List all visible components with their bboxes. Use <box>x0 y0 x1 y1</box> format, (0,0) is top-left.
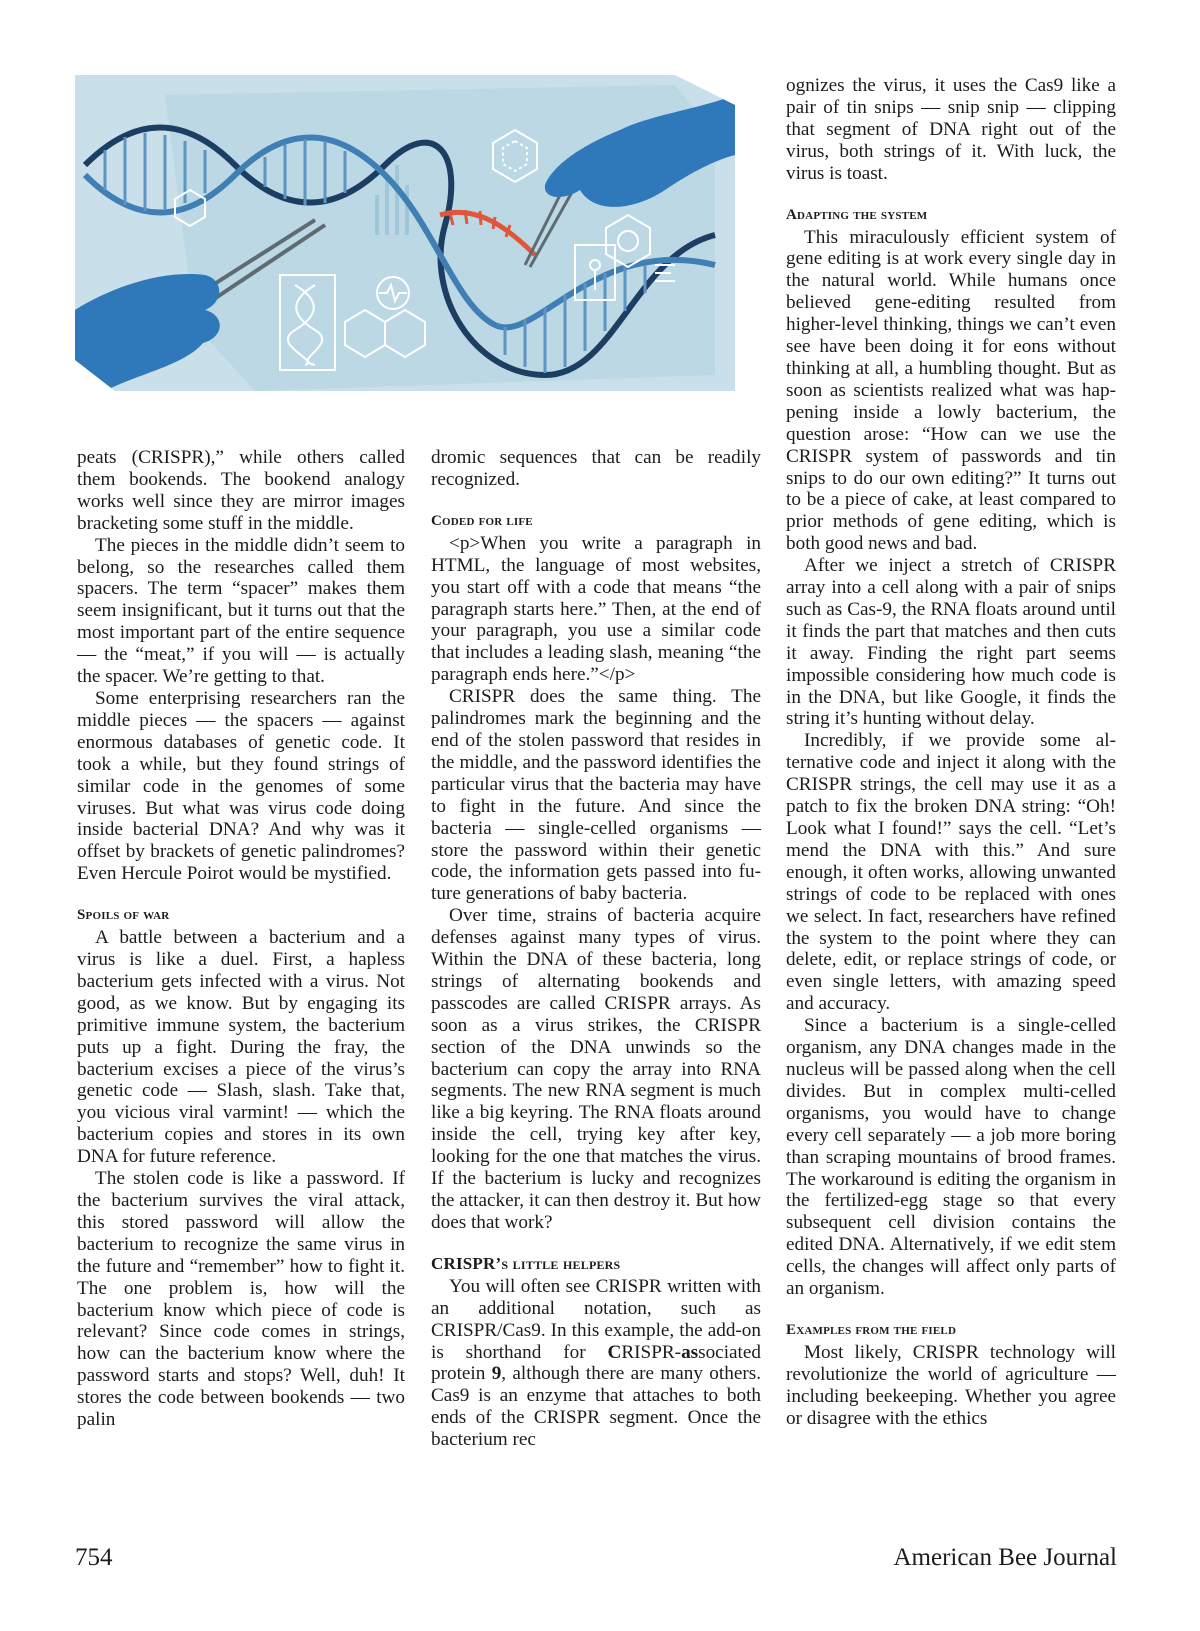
text-run: , although there are many others. Cas9 is an enzyme that attaches to both ends of the CRISPR segment. Once the bacterium rec <box>431 1363 761 1451</box>
text-column-2 <box>431 447 761 1451</box>
text-run: RISPR- <box>621 1341 682 1363</box>
section-heading-crispr-little-helpers: CRISPR’s little helpers <box>431 1253 621 1273</box>
paragraph: Incredibly, if we provide some alternative code and inject it along with the CRISPR strings, the cell may use it as a patch to fix the broken DNA string: “Oh! Look what I found!” says the cell. “Let’s mend the DNA with this.” And sure enough, it often works, allowing unwanted strings of code to be replaced with ones we select. In fact, researchers have refined the system to the point where they can delete, edit, or replace strings of code, or even single letters, with amazing speed and accuracy. <box>786 730 1116 1015</box>
paragraph: peats (CRISPR),” while others called them bookends. The bookend analogy works well since they are mirror images bracketing some stuff in the middle. <box>77 447 405 534</box>
paragraph: After we inject a stretch of CRISPR array into a cell along with a pair of snips such as Cas-9, the RNA floats around until it finds the part that matches and then cuts it away. Finding the right part seems impossible considering how much code is in the DNA, but like Google, it finds the string it’s hunting without delay. <box>786 555 1116 730</box>
paragraph: CRISPR does the same thing. The palindromes mark the beginning and the end of the stolen password that resides in the middle, and the password identifies the particular virus that the bacteria may have to fight in the future. And since the bacteria — single-celled organisms — store the password within their genetic code, the information gets passed into future generations of baby bacteria. <box>431 686 761 905</box>
bold-letter: 9 <box>491 1363 502 1385</box>
paragraph: This miraculously efficient system of gene editing is at work every single day in the natural world. While humans once believed gene-editing resulted from higher-level thinking, things we can’t even see have been doing it for eons without thinking at all, a humbling thought. But as soon as scientists realized what was happening inside a lowly bacterium, the question arose: “How can we use the CRISPR system of passwords and tin snips to do our own editing?” It turns out to be a piece of cake, at least compared to prior methods of gene editing, which is both good news and bad. <box>786 226 1116 555</box>
paragraph: Most likely, CRISPR technology will revolutionize the world of agriculture — including beekeeping. Whether you agree or disagree with the ethics <box>786 1341 1116 1429</box>
text-column-3 <box>786 75 1116 1430</box>
paragraph: ognizes the virus, it uses the Cas9 like a pair of tin snips — snip snip — clipping that segment of DNA right out of the virus, both strings of it. With luck, the virus is toast. <box>786 75 1116 184</box>
paragraph: <p>When you write a paragraph in HTML, the language of most websites, you start off with a code that means “the paragraph starts here.” Then, at the end of your paragraph, you use a similar code that includes a leading slash, meaning “the paragraph ends here.”</p> <box>431 532 761 686</box>
page-number: 754 <box>75 1544 113 1571</box>
paragraph: The stolen code is like a password. If the bacterium survives the viral attack, this stored password will allow the bacterium to recognize the same virus in the future and “remember” how to fight it. The one problem is, how will the bacterium know which piece of code is relevant? Since code comes in strings, how can the bacterium know where the password starts and stops? Well, duh! It stores the code between bookends — two palin <box>77 1168 405 1431</box>
paragraph: A battle between a bacterium and a virus is like a duel. First, a hapless bacterium gets infected with a virus. Not good, as we know. But by engaging its primitive immune system, the bacterium puts up a fight. During the fray, the bacterium excises a piece of the virus’s genetic code — Slash, slash. Take that, you vicious viral varmint! — which the bacterium copies and stores in its own DNA for future reference. <box>77 927 405 1168</box>
bold-letter: as <box>681 1341 699 1363</box>
section-heading-examples-from-the-field: Examples from the field <box>786 1321 957 1338</box>
journal-name: American Bee Journal <box>893 1544 1117 1571</box>
paragraph: The pieces in the middle didn’t seem to belong, so the researches called them spacers. The term “spacer” makes them seem insignificant, but it turns out that the most important part of the entire sequence — the “meat,” if you will — is actually the spacer. We’re getting to that. <box>77 534 405 688</box>
paragraph: dromic sequences that can be readily recognized. <box>431 447 761 490</box>
paragraph <box>431 1276 761 1451</box>
text-run: You will often see CRISPR written with an additional notation, such as CRISPR/Cas9. In this example, the add-on is shorthand for <box>431 1275 761 1363</box>
section-heading-coded-for-life: Coded for life <box>431 512 533 529</box>
section-heading-adapting-the-system: Adapting the system <box>786 206 928 223</box>
crispr-illustration <box>75 75 735 391</box>
paragraph: Since a bacterium is a single-celled organism, any DNA changes made in the nucleus will be passed along when the cell divides. But in complex multi-celled organisms, you would have to change every cell separately — a job more boring than scraping mountains of brood frames. The workaround is editing the organism in the fertilized-egg stage so that every subsequent cell division contains the edited DNA. Alternatively, if we edit stem cells, the changes will affect only parts of an organism. <box>786 1015 1116 1300</box>
bold-letter: C <box>607 1341 622 1363</box>
paragraph: Some enterprising researchers ran the middle pieces — the spacers — against enormous databases of genetic code. It took a while, but they found strings of similar code in the genomes of some viruses. But what was virus code doing inside bacterial DNA? And why was it offset by brackets of genetic palindromes? Even Hercule Poirot would be mystified. <box>77 687 405 885</box>
text-run: sociated protein <box>431 1341 761 1385</box>
paragraph: Over time, strains of bacteria acquire defenses against many types of virus. Within the DNA of these bacteria, long strings of alternating bookends and passcodes are called CRISPR arrays. As soon as a virus strikes, the CRISPR section of the DNA unwinds so the bacterium can copy the array into RNA segments. The new RNA segment is much like a big keyring. The RNA floats around inside the cell, trying key after key, looking for the one that matches the virus. If the bacterium is lucky and recognizes the attacker, it can then destroy it. But how does that work? <box>431 905 761 1233</box>
text-column-1 <box>77 447 405 1431</box>
section-heading-spoils-of-war: Spoils of war <box>77 907 170 924</box>
